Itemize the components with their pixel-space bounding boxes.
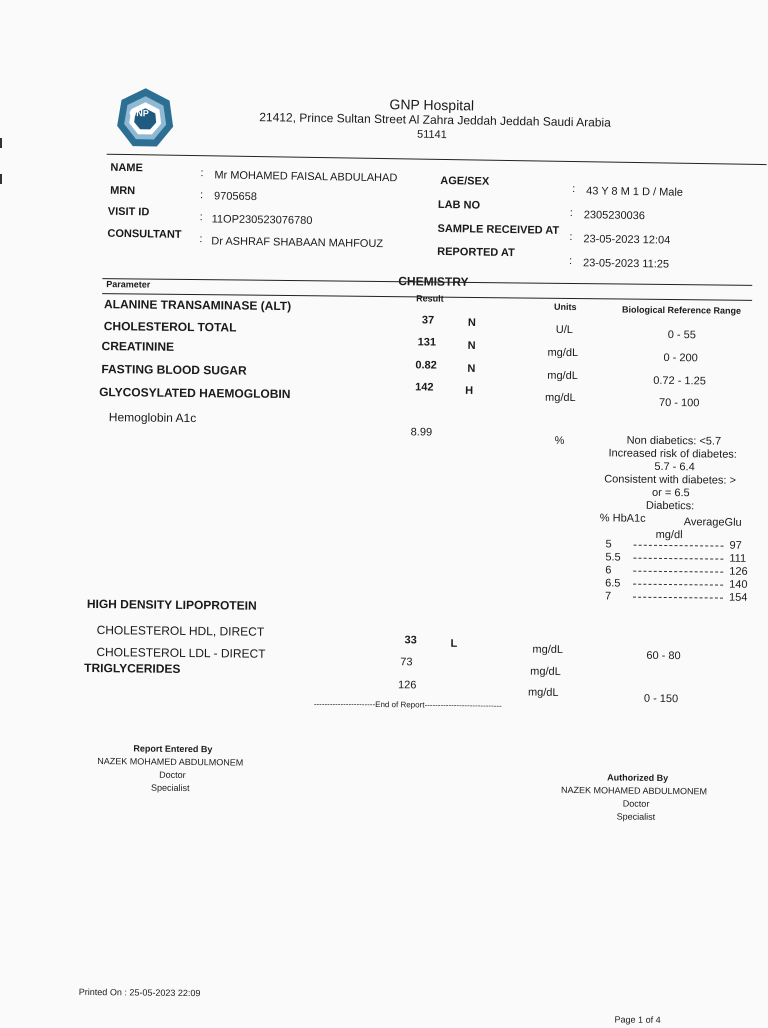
- consultant-label: CONSULTANT: [107, 227, 182, 241]
- row-hba1c-unit: %: [554, 434, 565, 447]
- col-range: Biological Reference Range: [621, 304, 742, 316]
- hba1c-table-row: 7 154: [604, 590, 748, 604]
- row-creat-range: 0 - 200: [663, 351, 698, 365]
- visit-label: VISIT ID: [107, 205, 150, 219]
- hba1c-ref-2: Increased risk of diabetes:: [608, 447, 737, 461]
- mrn-label: MRN: [110, 184, 136, 198]
- page-number: Page 1 of 4: [614, 1014, 661, 1025]
- hba1c-ref-col2: AverageGlu: [683, 516, 742, 529]
- hba1c-ref-col1: % HbA1c: [599, 512, 646, 525]
- row-hdl-result: 33: [404, 634, 417, 647]
- row-trig-name: TRIGLYCERIDES: [84, 660, 181, 676]
- consultant-sep: :: [199, 233, 203, 246]
- authorized-name: NAZEK MOHAMED ABDULMONEM: [560, 784, 708, 797]
- age-value: 43 Y 8 M 1 D / Male: [586, 185, 684, 199]
- hba1c-table-row: 5.5 111: [605, 551, 747, 565]
- row-fbs-result: 0.82: [415, 359, 437, 372]
- lab-sep: :: [569, 206, 573, 220]
- entered-title: Report Entered By: [133, 743, 213, 755]
- hospital-name: GNP Hospital: [389, 96, 475, 114]
- visit-sep: :: [199, 211, 203, 224]
- lab-value: 2305230036: [583, 209, 646, 223]
- hospital-address: 21412, Prince Sultan Street Al Zahra Jeddah Jeddah Saudi Arabia: [259, 110, 611, 130]
- row-chol-unit: U/L: [555, 323, 573, 337]
- consultant-value: Dr ASHRAF SHABAAN MAHFOUZ: [211, 235, 384, 251]
- name-label: NAME: [110, 161, 143, 175]
- hospital-postcode: 51141: [416, 128, 447, 142]
- row-glyco-result: 142: [415, 381, 434, 394]
- mrn-value: 9705658: [213, 190, 257, 204]
- col-units: Units: [553, 301, 577, 313]
- reported-value: 23-05-2023 11:25: [582, 257, 670, 271]
- logo-text: GNP: [129, 108, 149, 119]
- printed-on: Printed On : 25-05-2023 22:09: [78, 986, 201, 999]
- hba1c-ref-5: or = 6.5: [652, 486, 690, 500]
- row-hdl-unit: mg/dL: [532, 643, 564, 656]
- col-result: Result: [416, 293, 444, 304]
- received-value: 23-05-2023 12:04: [583, 233, 671, 247]
- row-creat-name: CREATININE: [101, 339, 175, 354]
- end-of-report: -----------------------End of Report-----------------------------: [313, 699, 502, 711]
- hba1c-ref-3: 5.7 - 6.4: [654, 460, 695, 474]
- patient-name: Mr MOHAMED FAISAL ABDULAHAD: [214, 169, 398, 185]
- row-hdl-flag: L: [450, 637, 458, 650]
- row-fbs-name: FASTING BLOOD SUGAR: [101, 362, 247, 378]
- row-glyco-flag: H: [465, 384, 474, 397]
- row-glyco-unit: mg/dL: [545, 391, 576, 405]
- row-alt-name: ALANINE TRANSAMINASE (ALT): [103, 297, 292, 314]
- row-ldl-result: 73: [400, 656, 413, 669]
- row-chol-result: 37: [421, 314, 435, 327]
- age-sep: :: [572, 183, 576, 196]
- row-hba1c-name: Hemoglobin A1c: [108, 410, 197, 426]
- row-trig-result: 126: [397, 679, 417, 692]
- hba1c-ref-col2b: mg/dl: [655, 528, 683, 542]
- authorized-role2: Specialist: [616, 811, 656, 822]
- entered-role2: Specialist: [150, 782, 190, 794]
- row-chol-flag: N: [467, 316, 476, 329]
- hba1c-ref-1: Non diabetics: <5.7: [626, 434, 722, 448]
- row-creat-unit: mg/dL: [547, 346, 579, 360]
- reported-sep: :: [568, 254, 573, 268]
- row-hdl-heading: HIGH DENSITY LIPOPROTEIN: [86, 596, 257, 613]
- hba1c-table-row: 6.5 140: [605, 577, 748, 591]
- visit-value: 11OP230523076780: [211, 213, 313, 227]
- row-ldl-name: CHOLESTEROL LDL - DIRECT: [96, 645, 266, 661]
- row-fbs-unit: mg/dL: [547, 369, 578, 383]
- hba1c-table-row: 5 97: [605, 538, 742, 552]
- mrn-sep: :: [199, 189, 204, 202]
- authorized-title: Authorized By: [607, 772, 669, 784]
- received-sep: :: [569, 230, 573, 244]
- received-label: SAMPLE RECEIVED AT: [437, 222, 560, 237]
- scan-mark: [0, 138, 2, 148]
- lab-label: LAB NO: [437, 198, 481, 212]
- row-creat-result: 131: [417, 336, 437, 349]
- row-glyco-name: GLYCOSYLATED HAEMOGLOBIN: [99, 385, 291, 402]
- col-parameter: Parameter: [106, 279, 151, 290]
- scan-mark: [0, 174, 2, 184]
- entered-name: NAZEK MOHAMED ABDULMONEM: [97, 756, 244, 768]
- hba1c-ref-4: Consistent with diabetes: >: [604, 473, 737, 487]
- row-fbs-flag: N: [467, 362, 476, 375]
- row-hdl-range: 60 - 80: [646, 649, 681, 663]
- reported-label: REPORTED AT: [437, 245, 515, 260]
- row-chol-name: CHOLESTEROL TOTAL: [103, 319, 237, 335]
- hba1c-table-row: 6 126: [605, 564, 748, 578]
- row-creat-flag: N: [467, 339, 476, 352]
- authorized-role: Doctor: [622, 798, 650, 809]
- name-sep: :: [200, 167, 204, 180]
- row-hba1c-result: 8.99: [410, 426, 433, 439]
- row-fbs-range: 0.72 - 1.25: [653, 374, 706, 388]
- row-glyco-range: 70 - 100: [658, 396, 700, 410]
- row-trig-range: 0 - 150: [643, 692, 679, 706]
- entered-role: Doctor: [159, 769, 186, 780]
- row-ldl-unit: mg/dL: [530, 665, 561, 678]
- row-hdl-name: CHOLESTEROL HDL, DIRECT: [96, 623, 265, 639]
- row-trig-unit: mg/dL: [527, 686, 559, 699]
- hba1c-ref-6: Diabetics:: [645, 499, 695, 513]
- section-title: CHEMISTRY: [398, 274, 469, 289]
- age-label: AGE/SEX: [440, 174, 490, 188]
- row-chol-range: 0 - 55: [667, 329, 696, 342]
